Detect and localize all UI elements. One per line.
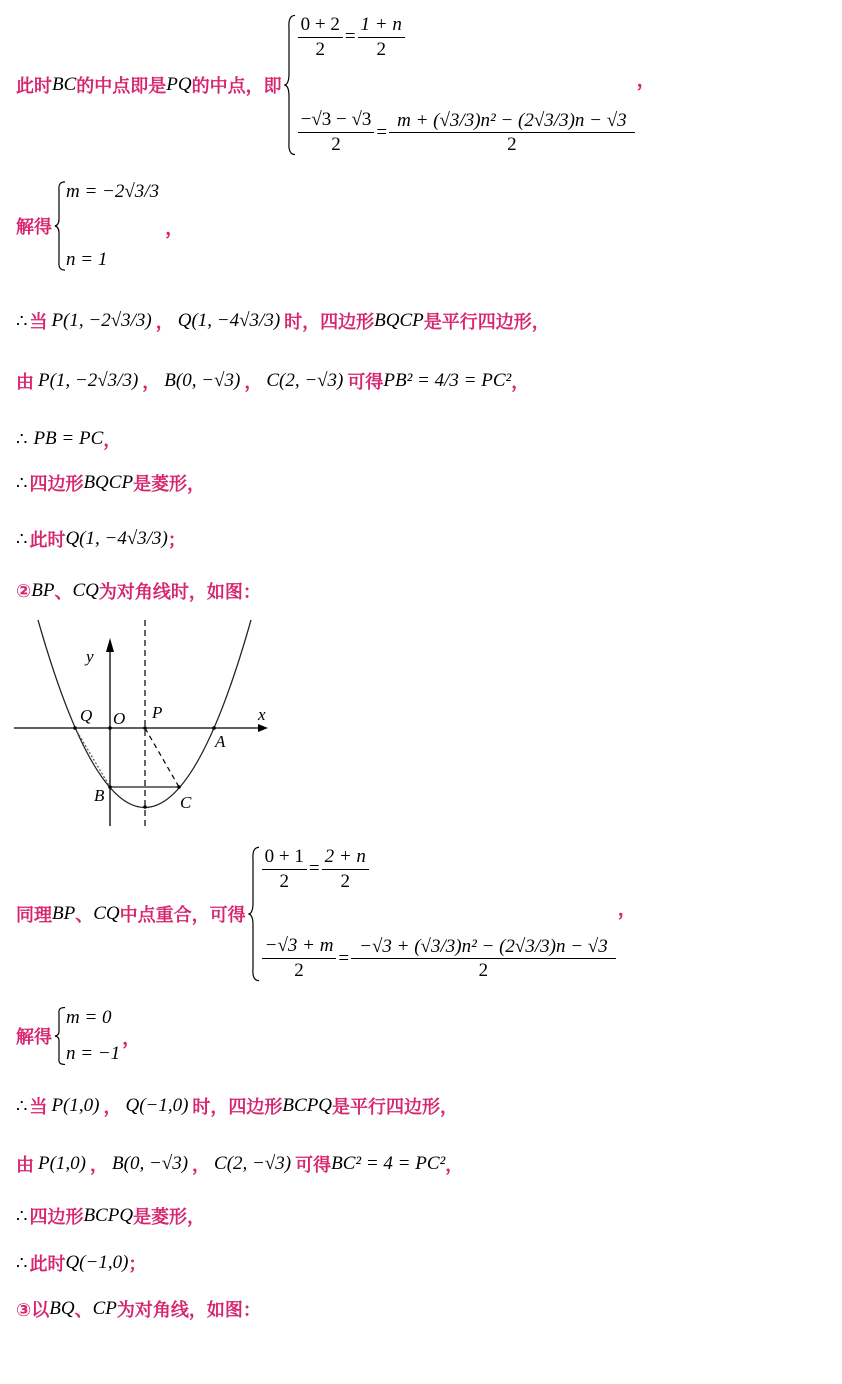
point-b: B(0, −√3) xyxy=(164,370,241,391)
line-result-q-2 xyxy=(16,1250,146,1276)
numerator: 2 + n xyxy=(322,846,369,870)
text: 时，四边形 xyxy=(192,1097,283,1118)
punctuation: 、 xyxy=(54,582,73,603)
solution-n: n = −1 xyxy=(66,1043,121,1064)
line-result-q-1 xyxy=(16,514,186,564)
solution-system xyxy=(54,1007,120,1065)
denominator: 2 xyxy=(340,870,350,892)
denominator: 2 xyxy=(315,38,325,60)
brace-icon xyxy=(54,181,66,271)
label-o: O xyxy=(113,709,126,728)
solution-m: m = 0 xyxy=(66,1007,112,1028)
text: 是菱形， xyxy=(133,474,206,495)
case-number: ③以 xyxy=(16,1300,50,1321)
point-q: Q(−1,0) xyxy=(125,1095,189,1116)
line-rhombus-1 xyxy=(16,470,205,496)
therefore-icon: ∴ xyxy=(16,1205,28,1226)
line-midpoint-system xyxy=(16,14,656,156)
text: 时，四边形 xyxy=(284,312,375,333)
label-y: y xyxy=(86,647,94,666)
line-pb-eq-pc xyxy=(16,426,121,452)
parabola-figure xyxy=(12,616,282,828)
punctuation: ， xyxy=(103,430,122,451)
equation-row-2: $\frac{-√3 - √3}{2}$ = $\frac{\text{m + (√3/3)n² − (2√3/3)n − √3}}{2}$ xyxy=(296,109,637,156)
punctuation: 、 xyxy=(74,1300,93,1321)
denominator: 2 xyxy=(478,959,489,981)
segment-bq: BQ xyxy=(49,1298,75,1319)
label-a: A xyxy=(215,732,226,751)
equation-system xyxy=(248,846,618,982)
equation-row-1: $\frac{0 + 2}{2}$ = $\frac{1 + n}{2}$ xyxy=(296,14,637,61)
therefore-icon: ∴ xyxy=(16,1252,28,1273)
therefore-icon: ∴ xyxy=(16,472,28,493)
denominator: 2 xyxy=(294,960,304,982)
text: 可得 xyxy=(347,372,384,393)
punctuation: ， xyxy=(155,312,174,333)
denominator: 2 xyxy=(376,38,386,60)
point-q: Q(1, −4√3/3) xyxy=(177,310,281,331)
line-rhombus-2 xyxy=(16,1203,205,1229)
numerator: 0 + 2 xyxy=(298,14,343,38)
numerator: 0 + 1 xyxy=(262,846,307,870)
case-3-heading xyxy=(16,1296,261,1322)
text: 当 xyxy=(29,312,48,333)
equation-row-2: $\frac{-√3 + m}{2}$ = $\frac{\text{−√3 + (√3/3)n² − (2√3/3)n − √3}}{2}$ xyxy=(260,935,618,982)
label-c: C xyxy=(180,793,192,812)
brace-icon xyxy=(284,14,296,156)
line-parallelogram-1 xyxy=(16,296,550,346)
text: 是平行四边形， xyxy=(423,312,550,333)
punctuation: 、 xyxy=(75,905,94,926)
punctuation: ； xyxy=(167,530,186,551)
text: 此时 xyxy=(29,1254,66,1275)
label-x: x xyxy=(258,705,266,724)
numerator: 1 + n xyxy=(358,14,405,38)
case-2-heading xyxy=(16,578,261,604)
numerator: −√3 + m xyxy=(262,935,337,959)
segment-cq: CQ xyxy=(72,580,99,601)
equation-row-1: $\frac{0 + 1}{2}$ = $\frac{2 + n}{2}$ xyxy=(260,846,618,893)
point-p: P(1,0) xyxy=(38,1153,87,1174)
punctuation: ， xyxy=(103,1097,122,1118)
math-bc: BC xyxy=(52,74,77,95)
equation: PB² = 4/3 = PC² xyxy=(383,370,512,391)
line-solution-2 xyxy=(16,1006,141,1066)
numerator: −√3 + (√3/3)n² − (2√3/3)n − √3 xyxy=(351,936,616,959)
segment-cp: CP xyxy=(92,1298,117,1319)
text: 四边形 xyxy=(29,474,84,495)
text: 此时 xyxy=(16,76,52,97)
solution-m: m = −2√3/3 xyxy=(66,181,160,202)
punctuation: ， xyxy=(445,1155,464,1176)
text: 同理 xyxy=(16,905,52,926)
equation-system xyxy=(284,14,637,156)
case-number: ② xyxy=(16,580,32,602)
point-c: C(2, −√3) xyxy=(266,370,344,391)
denominator: 2 xyxy=(507,133,517,155)
therefore-icon: ∴ xyxy=(16,1095,28,1116)
therefore-icon: ∴ xyxy=(16,528,28,549)
point-q: Q(1, −4√3/3) xyxy=(65,528,168,549)
text: 由 xyxy=(16,372,34,393)
text: 此时 xyxy=(29,530,66,551)
point-c: C(2, −√3) xyxy=(214,1153,292,1174)
line-distance-2: 由 P(1,0) ， B(0, −√3) ， C(2, −√3) 可得 BC² = 4 = PC² ， xyxy=(16,1153,464,1176)
equation: PB = PC xyxy=(33,428,104,449)
label-p: P xyxy=(152,703,163,722)
numerator: −√3 − √3 xyxy=(298,109,375,133)
text: 为对角线，如图： xyxy=(116,1300,261,1321)
brace-icon xyxy=(54,1007,66,1065)
therefore-icon: ∴ xyxy=(16,310,28,331)
text: 当 xyxy=(29,1097,48,1118)
text: 解得 xyxy=(16,1027,52,1048)
solution-system xyxy=(54,181,159,271)
label-q: Q xyxy=(80,706,93,725)
text: 四边形 xyxy=(29,1207,84,1228)
text: 的中点即是 xyxy=(76,76,167,97)
brace-icon xyxy=(248,846,260,982)
math-pq: PQ xyxy=(166,74,192,95)
punctuation: ， xyxy=(636,68,656,91)
shape-name: BQCP xyxy=(374,310,424,331)
point-b: B(0, −√3) xyxy=(112,1153,189,1174)
point-q: Q(−1,0) xyxy=(65,1252,129,1273)
punctuation: ， xyxy=(617,897,637,920)
point-p: P(1,0) xyxy=(51,1095,100,1116)
text: 中点重合，可得 xyxy=(119,905,246,926)
therefore-icon: ∴ xyxy=(16,428,28,449)
numerator: m + (√3/3)n² − (2√3/3)n − √3 xyxy=(389,110,635,133)
denominator: 2 xyxy=(279,870,289,892)
line-parallelogram-2 xyxy=(16,1093,458,1119)
punctuation: ， xyxy=(511,372,530,393)
shape-name: BCPQ xyxy=(282,1095,333,1116)
text: 为对角线时，如图： xyxy=(98,582,261,603)
line-distance-1: 由 P(1, −2√3/3) ， B(0, −√3) ， C(2, −√3) 可得 PB² = 4/3 = PC² ， xyxy=(16,370,530,393)
shape-name: BQCP xyxy=(83,472,134,493)
segment-cq: CQ xyxy=(93,903,120,924)
text: 是平行四边形， xyxy=(332,1097,459,1118)
punctuation: ， xyxy=(122,1026,142,1049)
text: 是菱形， xyxy=(133,1207,206,1228)
line-midpoint-system-2 xyxy=(16,846,637,982)
segment-bp: BP xyxy=(31,580,55,601)
shape-name: BCPQ xyxy=(83,1205,134,1226)
punctuation: ； xyxy=(128,1254,147,1275)
line-solution-1 xyxy=(16,180,184,272)
text: 的中点，即 xyxy=(191,76,282,97)
solution-n: n = 1 xyxy=(66,249,108,270)
segment-bp: BP xyxy=(52,903,76,924)
text: 解得 xyxy=(16,217,52,238)
point-p: P(1, −2√3/3) xyxy=(51,310,152,331)
punctuation: ， xyxy=(165,216,185,239)
label-b: B xyxy=(94,786,105,805)
text: 由 xyxy=(16,1155,34,1176)
denominator: 2 xyxy=(331,134,341,156)
point-p: P(1, −2√3/3) xyxy=(38,370,139,391)
text: 可得 xyxy=(295,1155,332,1176)
equation: BC² = 4 = PC² xyxy=(331,1153,446,1174)
